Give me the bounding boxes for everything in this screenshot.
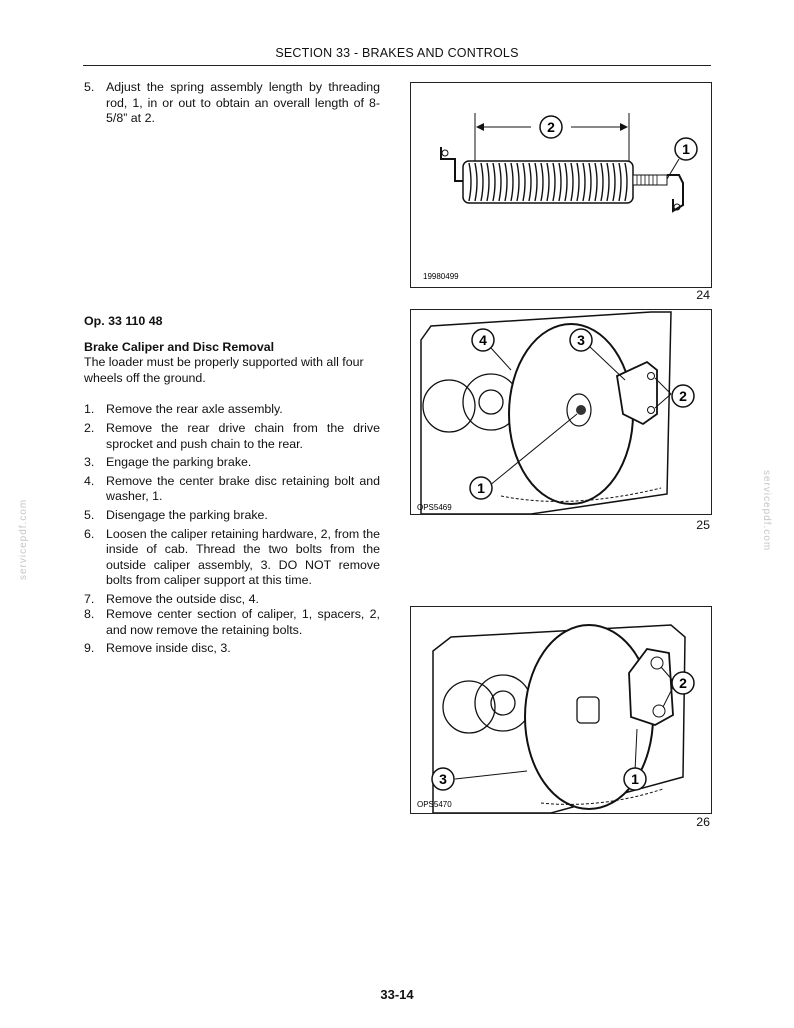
step-number: 1. — [84, 402, 95, 417]
callout-2: 2 — [679, 388, 687, 404]
step-item — [84, 455, 380, 471]
step-number: 6. — [84, 526, 95, 541]
watermark-left: servicepdf.com — [18, 498, 29, 580]
caliper-center-section-illustration — [411, 607, 711, 813]
steps-list-b — [84, 607, 380, 657]
step-item — [84, 508, 380, 524]
section-title: Brake Caliper and Disc Removal — [84, 339, 275, 354]
step-text: Remove the outside disc, 4. — [106, 591, 259, 606]
page-number: 33-14 — [380, 987, 414, 1002]
spring-step-block — [84, 80, 380, 130]
figure-code: 19980499 — [423, 272, 459, 281]
watermark-right: servicepdf.com — [761, 470, 772, 552]
procedure-block-2 — [84, 607, 380, 660]
step-item — [84, 402, 380, 418]
step-text: Remove the rear drive chain from the drive sprocket and push chain to the rear. — [106, 420, 380, 451]
figure-number-24: 24 — [696, 288, 710, 302]
step-item — [84, 592, 380, 608]
callout-1: 1 — [477, 480, 485, 496]
op-number: Op. 33 110 48 — [84, 314, 163, 328]
brake-caliper-disc-illustration — [411, 310, 711, 514]
figure-code: OPS5469 — [417, 503, 452, 512]
step-number: 4. — [84, 473, 95, 488]
header-rule — [83, 65, 711, 66]
step-item — [84, 474, 380, 505]
step-number: 3. — [84, 455, 95, 470]
callout-3: 3 — [577, 332, 585, 348]
step-text: Remove the rear axle assembly. — [106, 402, 283, 417]
spring-assembly-illustration — [411, 83, 711, 287]
spring-step — [84, 80, 380, 127]
step-text: Loosen the caliper retaining hardware, 2, from the inside of cab. Thread the two bolts from the outside caliper assembly, 3. DO NOT remove bolts from caliper support at this time. — [106, 526, 380, 588]
callout-1: 1 — [682, 141, 690, 157]
step-item — [84, 607, 380, 638]
step-number: 2. — [84, 420, 95, 435]
callout-2: 2 — [679, 675, 687, 691]
step-text: Remove center section of caliper, 1, spacers, 2, and now remove the retaining bolts. — [106, 607, 380, 637]
figure-number-26: 26 — [696, 815, 710, 829]
intro-text: The loader must be properly supported with all four wheels off the ground. — [84, 355, 364, 385]
step-text: Disengage the parking brake. — [106, 507, 268, 522]
figure-26 — [410, 606, 712, 814]
figure-code: OPS5470 — [417, 800, 452, 809]
figure-number-25: 25 — [696, 518, 710, 532]
procedure-block — [84, 314, 380, 611]
step-number: 9. — [84, 641, 95, 656]
step-number: 5. — [84, 507, 95, 522]
step-item — [84, 527, 380, 589]
step-item — [84, 421, 380, 452]
callout-2: 2 — [547, 119, 555, 135]
step-number: 8. — [84, 607, 95, 621]
callout-4: 4 — [479, 332, 487, 348]
step-text: Remove inside disc, 3. — [106, 641, 231, 656]
steps-list-a — [84, 402, 380, 607]
step-text: Engage the parking brake. — [106, 455, 252, 470]
step-text: Remove the center brake disc retaining bolt and washer, 1. — [106, 473, 380, 504]
section-header: SECTION 33 - BRAKES AND CONTROLS — [275, 46, 519, 60]
figure-25 — [410, 309, 712, 515]
step-item — [84, 641, 380, 657]
figure-24 — [410, 82, 712, 288]
step-text: Adjust the spring assembly length by threading rod, 1, in or out to obtain an overall length of 8-5/8” at 2. — [106, 80, 380, 126]
callout-3: 3 — [439, 771, 447, 787]
callout-1: 1 — [631, 771, 639, 787]
step-number: 5. — [84, 80, 95, 94]
step-number: 7. — [84, 591, 95, 606]
